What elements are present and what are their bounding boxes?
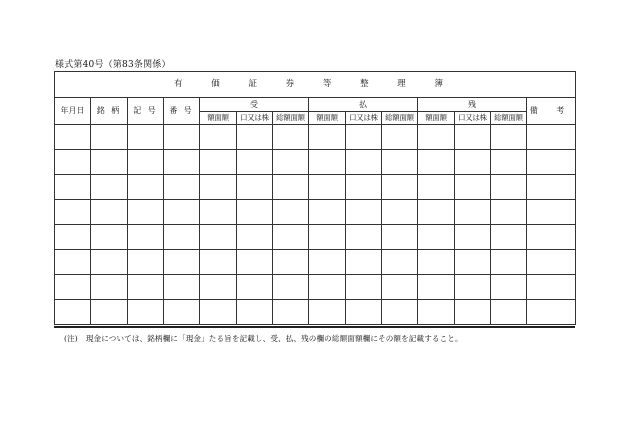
table-cell[interactable] <box>527 200 576 225</box>
table-cell[interactable] <box>128 125 164 150</box>
table-cell[interactable] <box>309 300 346 325</box>
table-cell[interactable] <box>491 300 527 325</box>
table-cell[interactable] <box>164 125 200 150</box>
col-header-symbol: 記 号 <box>128 98 164 125</box>
table-cell[interactable] <box>309 150 346 175</box>
table-cell[interactable] <box>91 175 128 200</box>
footnote-mark: (注) <box>64 334 78 343</box>
table-bottom-rule <box>54 326 575 328</box>
table-cell[interactable] <box>128 250 164 275</box>
table-cell[interactable] <box>527 275 576 300</box>
table-cell[interactable] <box>164 200 200 225</box>
table-cell[interactable] <box>491 250 527 275</box>
table-cell[interactable] <box>55 225 91 250</box>
subcol-total-face-value: 総額面額 <box>273 112 309 125</box>
table-cell[interactable] <box>455 250 491 275</box>
table-cell[interactable] <box>55 175 91 200</box>
table-cell[interactable] <box>346 125 382 150</box>
table-cell[interactable] <box>237 125 273 150</box>
table-cell[interactable] <box>164 175 200 200</box>
table-cell[interactable] <box>128 300 164 325</box>
table-cell[interactable] <box>418 125 455 150</box>
table-cell[interactable] <box>455 200 491 225</box>
table-cell[interactable] <box>455 275 491 300</box>
table-cell[interactable] <box>91 200 128 225</box>
table-cell[interactable] <box>55 125 91 150</box>
table-cell[interactable] <box>455 150 491 175</box>
table-cell[interactable] <box>164 275 200 300</box>
table-cell[interactable] <box>128 175 164 200</box>
table-cell[interactable] <box>273 250 309 275</box>
table-cell[interactable] <box>200 250 237 275</box>
subcol-face-value: 額面額 <box>418 112 455 125</box>
subcol-total-face-value: 総額面額 <box>491 112 527 125</box>
table-cell[interactable] <box>273 150 309 175</box>
table-cell[interactable] <box>455 175 491 200</box>
table-cell[interactable] <box>309 275 346 300</box>
table-cell[interactable] <box>346 275 382 300</box>
footnote-text: 現金については、銘柄欄に「現金」たる旨を記載し、受、払、残の欄の総額面額欄にその額を記載すること。 <box>85 334 463 343</box>
table-cell[interactable] <box>382 150 418 175</box>
table-cell[interactable] <box>382 225 418 250</box>
table-cell[interactable] <box>55 275 91 300</box>
subcol-face-value: 額面額 <box>200 112 237 125</box>
table-cell[interactable] <box>164 250 200 275</box>
ledger-body <box>55 125 576 325</box>
table-cell[interactable] <box>200 225 237 250</box>
table-cell[interactable] <box>382 250 418 275</box>
table-cell[interactable] <box>273 200 309 225</box>
table-cell[interactable] <box>527 250 576 275</box>
table-cell[interactable] <box>55 300 91 325</box>
table-cell[interactable] <box>309 225 346 250</box>
table-cell[interactable] <box>91 300 128 325</box>
table-cell[interactable] <box>491 200 527 225</box>
table-cell[interactable] <box>491 225 527 250</box>
table-cell[interactable] <box>418 200 455 225</box>
table-row <box>55 300 576 325</box>
table-cell[interactable] <box>527 125 576 150</box>
table-cell[interactable] <box>491 150 527 175</box>
table-cell[interactable] <box>309 125 346 150</box>
table-cell[interactable] <box>128 225 164 250</box>
table-row <box>55 150 576 175</box>
table-cell[interactable] <box>418 175 455 200</box>
table-cell[interactable] <box>164 150 200 175</box>
ledger-title: 有 価 証 券 等 整 理 簿 <box>55 72 576 98</box>
table-cell[interactable] <box>273 125 309 150</box>
table-cell[interactable] <box>455 300 491 325</box>
table-cell[interactable] <box>200 300 237 325</box>
table-cell[interactable] <box>455 225 491 250</box>
table-cell[interactable] <box>128 200 164 225</box>
table-cell[interactable] <box>309 200 346 225</box>
table-cell[interactable] <box>527 150 576 175</box>
table-cell[interactable] <box>418 275 455 300</box>
table-row <box>55 125 576 150</box>
table-cell[interactable] <box>237 250 273 275</box>
table-cell[interactable] <box>309 175 346 200</box>
table-cell[interactable] <box>273 300 309 325</box>
group-header-paid: 払 <box>309 98 418 112</box>
table-cell[interactable] <box>346 300 382 325</box>
table-cell[interactable] <box>91 125 128 150</box>
table-row <box>55 175 576 200</box>
table-cell[interactable] <box>527 175 576 200</box>
table-cell[interactable] <box>91 250 128 275</box>
table-cell[interactable] <box>91 150 128 175</box>
table-row <box>55 250 576 275</box>
table-cell[interactable] <box>273 275 309 300</box>
table-cell[interactable] <box>128 275 164 300</box>
col-header-number: 番 号 <box>164 98 200 125</box>
table-cell[interactable] <box>200 275 237 300</box>
table-cell[interactable] <box>346 250 382 275</box>
table-cell[interactable] <box>309 250 346 275</box>
table-cell[interactable] <box>237 225 273 250</box>
col-header-date: 年月日 <box>55 98 91 125</box>
table-cell[interactable] <box>527 300 576 325</box>
table-row <box>55 225 576 250</box>
subcol-units-shares: 口又は株 <box>455 112 491 125</box>
footnote <box>64 333 463 344</box>
table-cell[interactable] <box>237 275 273 300</box>
securities-ledger-table <box>54 71 576 325</box>
table-cell[interactable] <box>237 150 273 175</box>
table-cell[interactable] <box>346 200 382 225</box>
form-number-label: 様式第40号（第83条関係） <box>55 60 171 70</box>
table-row <box>55 275 576 300</box>
table-cell[interactable] <box>382 175 418 200</box>
table-cell[interactable] <box>527 225 576 250</box>
table-cell[interactable] <box>273 225 309 250</box>
table-cell[interactable] <box>200 175 237 200</box>
table-cell[interactable] <box>382 300 418 325</box>
table-cell[interactable] <box>346 150 382 175</box>
col-header-issue-name: 銘 柄 <box>91 98 128 125</box>
table-cell[interactable] <box>200 125 237 150</box>
group-header-received: 受 <box>200 98 309 112</box>
table-cell[interactable] <box>491 175 527 200</box>
subcol-units-shares: 口又は株 <box>346 112 382 125</box>
table-cell[interactable] <box>418 250 455 275</box>
group-header-balance: 残 <box>418 98 527 112</box>
table-cell[interactable] <box>382 200 418 225</box>
table-cell[interactable] <box>418 150 455 175</box>
table-cell[interactable] <box>91 275 128 300</box>
table-cell[interactable] <box>200 200 237 225</box>
table-cell[interactable] <box>382 125 418 150</box>
table-cell[interactable] <box>455 125 491 150</box>
table-cell[interactable] <box>273 175 309 200</box>
table-cell[interactable] <box>491 275 527 300</box>
table-cell[interactable] <box>164 300 200 325</box>
table-row <box>55 200 576 225</box>
table-cell[interactable] <box>346 175 382 200</box>
table-cell[interactable] <box>418 225 455 250</box>
table-cell[interactable] <box>164 225 200 250</box>
table-cell[interactable] <box>200 150 237 175</box>
table-cell[interactable] <box>55 150 91 175</box>
table-cell[interactable] <box>128 150 164 175</box>
table-cell[interactable] <box>346 225 382 250</box>
table-cell[interactable] <box>418 300 455 325</box>
subcol-face-value: 額面額 <box>309 112 346 125</box>
col-header-remarks: 備 考 <box>527 98 576 125</box>
table-cell[interactable] <box>237 175 273 200</box>
subcol-units-shares: 口又は株 <box>237 112 273 125</box>
table-cell[interactable] <box>237 300 273 325</box>
table-cell[interactable] <box>237 200 273 225</box>
subcol-total-face-value: 総額面額 <box>382 112 418 125</box>
table-cell[interactable] <box>382 275 418 300</box>
table-cell[interactable] <box>55 250 91 275</box>
table-cell[interactable] <box>491 125 527 150</box>
table-cell[interactable] <box>91 225 128 250</box>
table-cell[interactable] <box>55 200 91 225</box>
